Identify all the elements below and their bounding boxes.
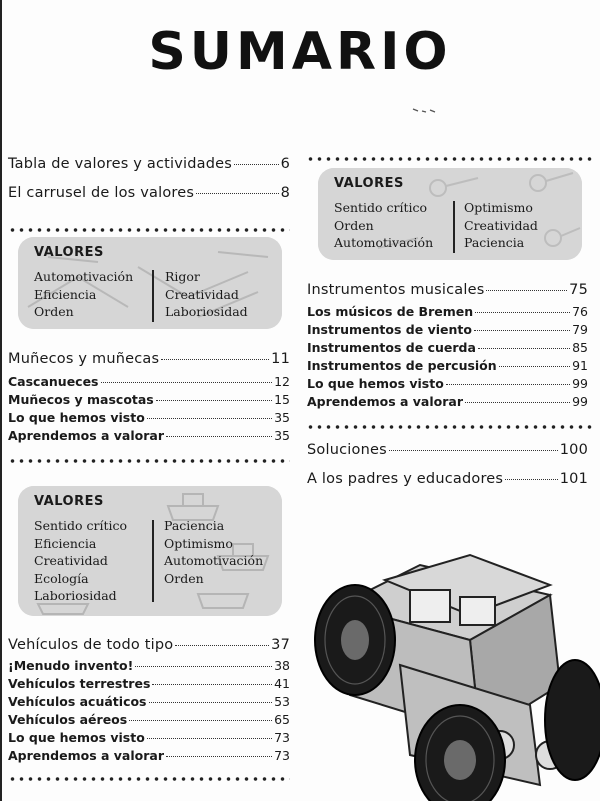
box-heading: VALORES xyxy=(34,245,104,260)
values-list: Automotivación Eficiencia Orden xyxy=(34,269,134,319)
toc-entry[interactable]: Instrumentos de percusión 91 xyxy=(307,358,588,373)
toc-entry[interactable]: ¡Menudo invento! 38 xyxy=(8,658,290,673)
dotted-divider xyxy=(306,424,594,430)
toc-entry[interactable]: Lo que hemos visto 73 xyxy=(8,730,290,745)
toc-entry[interactable]: Lo que hemos visto 99 xyxy=(307,376,588,391)
values-list: Optimismo Creatividad Paciencia xyxy=(464,200,538,250)
toc-entry[interactable]: Vehículos aéreos 65 xyxy=(8,712,290,727)
column-divider xyxy=(152,520,154,602)
toc-section-title[interactable]: Instrumentos musicales 75 xyxy=(307,282,588,298)
toy-truck-image xyxy=(300,545,600,801)
dotted-divider xyxy=(8,458,290,464)
toc-entry[interactable]: Vehículos acuáticos 53 xyxy=(8,694,290,709)
decorative-mark xyxy=(412,106,436,114)
toc-section-title[interactable]: Vehículos de todo tipo 37 xyxy=(8,637,290,653)
column-divider xyxy=(152,270,154,322)
toc-entry[interactable]: Instrumentos de viento 79 xyxy=(307,322,588,337)
values-list: Paciencia Optimismo Automotivación Orden xyxy=(164,518,264,586)
toc-entry[interactable]: Vehículos terrestres 41 xyxy=(8,676,290,691)
toc-entry[interactable]: Tabla de valores y actividades 6 xyxy=(8,156,290,172)
box-heading: VALORES xyxy=(34,494,104,509)
toc-entry[interactable]: Cascanueces 12 xyxy=(8,374,290,389)
page-title: SUMARIO xyxy=(148,22,452,82)
values-list: Rigor Creatividad Laboriosidad xyxy=(165,269,248,319)
toc-entry[interactable]: Aprendemos a valorar 73 xyxy=(8,748,290,763)
toc-entry[interactable]: A los padres y educadores 101 xyxy=(307,471,588,487)
values-list: Sentido crítico Orden Automotivación xyxy=(334,200,434,250)
values-list: Sentido crítico Eficiencia Creatividad Ecología Laboriosidad xyxy=(34,518,128,603)
column-divider xyxy=(453,201,455,253)
toc-entry[interactable]: Lo que hemos visto 35 xyxy=(8,410,290,425)
toc-entry[interactable]: Muñecos y mascotas 15 xyxy=(8,392,290,407)
toc-entry[interactable]: Aprendemos a valorar 99 xyxy=(307,394,588,409)
dotted-divider xyxy=(306,156,594,162)
toc-entry[interactable]: Instrumentos de cuerda 85 xyxy=(307,340,588,355)
toc-entry[interactable]: Aprendemos a valorar 35 xyxy=(8,428,290,443)
page-edge xyxy=(0,0,2,801)
dotted-divider xyxy=(8,776,290,782)
box-heading: VALORES xyxy=(334,176,404,191)
toc-entry[interactable]: Soluciones 100 xyxy=(307,442,588,458)
toc-entry[interactable]: Los músicos de Bremen 76 xyxy=(307,304,588,319)
toc-section-title[interactable]: Muñecos y muñecas 11 xyxy=(8,351,290,367)
dotted-divider xyxy=(8,227,290,233)
toc-entry[interactable]: El carrusel de los valores 8 xyxy=(8,185,290,201)
